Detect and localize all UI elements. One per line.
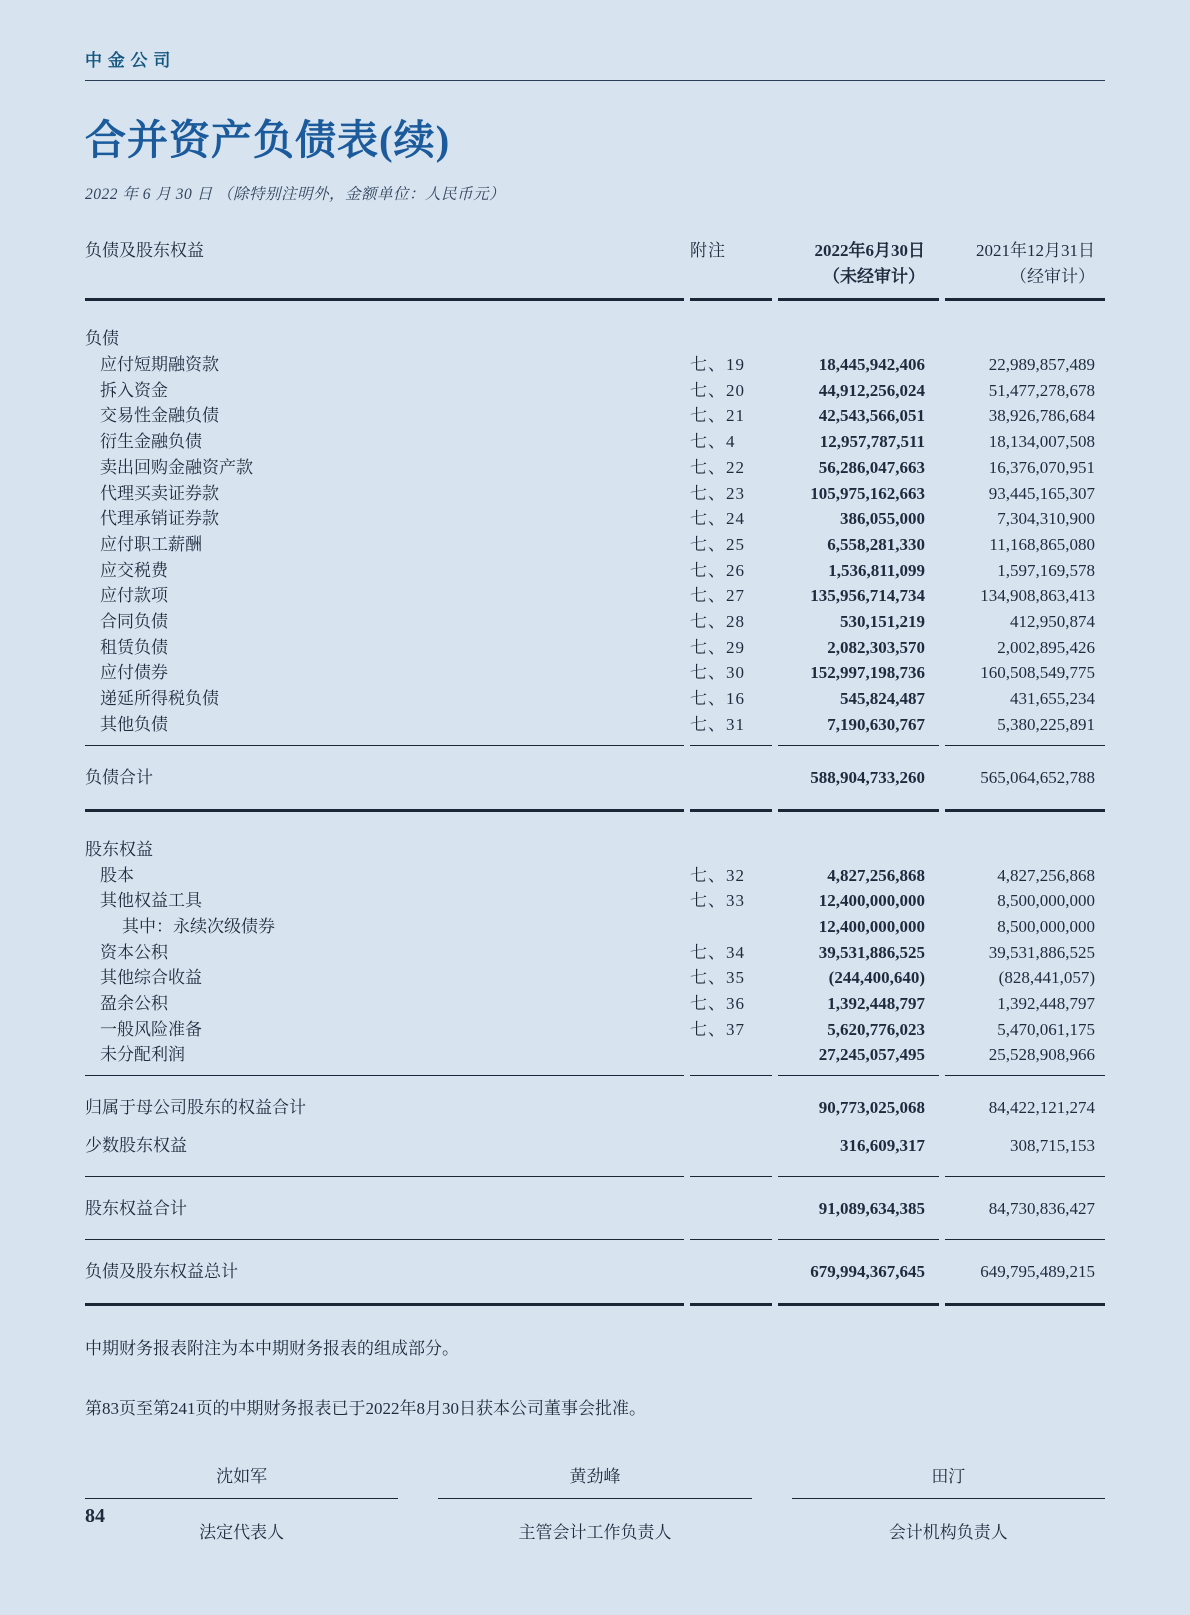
table-row — [85, 686, 1105, 712]
col-header-2021-audit-status: （经审计） — [1010, 267, 1095, 286]
row-value-2021: 308,715,153 — [1010, 1136, 1095, 1156]
rule-segment — [945, 1303, 1105, 1307]
row-value-2022: 530,151,219 — [840, 612, 925, 632]
row-label: 代理承销证券款 — [100, 509, 219, 529]
rule-segment — [85, 1303, 684, 1307]
row-note — [690, 1259, 772, 1285]
row-value-2022: 39,531,886,525 — [818, 942, 925, 962]
row-value-2022: 4,827,256,868 — [827, 865, 925, 885]
row-note: 七、35 — [690, 968, 745, 988]
row-value-2021: 22,989,857,489 — [988, 355, 1095, 374]
row-value-2021: 84,730,836,427 — [988, 1199, 1095, 1219]
row-label: 盈余公积 — [100, 994, 168, 1014]
rule-segment — [778, 1176, 939, 1178]
row-note: 七、27 — [690, 586, 745, 606]
table-rule — [85, 1075, 1105, 1077]
table-row — [85, 1042, 1105, 1068]
table-row — [85, 914, 1105, 940]
row-label: 少数股东权益 — [85, 1136, 187, 1156]
table-row — [85, 378, 1105, 404]
row-label: 股本 — [100, 865, 134, 885]
rule-segment — [690, 809, 772, 813]
rule-segment — [690, 1239, 772, 1241]
total-row — [85, 1241, 1105, 1295]
table-rule — [85, 1303, 1105, 1307]
rule-segment — [778, 745, 939, 747]
row-note: 七、16 — [690, 689, 745, 709]
rule-segment — [690, 1075, 772, 1077]
col-header-2022 — [778, 238, 939, 290]
row-value-2021: 39,531,886,525 — [988, 942, 1095, 962]
col-header-2021-date: 2021年12月31日 — [976, 241, 1095, 260]
table-row — [85, 532, 1105, 558]
row-label: 其中：永续次级债券 — [122, 916, 275, 936]
table-row — [85, 403, 1105, 429]
row-label: 股东权益合计 — [85, 1199, 187, 1219]
signature-line — [792, 1498, 1105, 1499]
row-value-2021: 93,445,165,307 — [988, 483, 1095, 503]
total-row — [85, 1178, 1105, 1232]
row-note: 七、22 — [690, 457, 745, 477]
row-value-2022: 91,089,634,385 — [818, 1199, 925, 1219]
table-row — [85, 455, 1105, 481]
balance-sheet-table — [85, 238, 1105, 1307]
rule-segment — [690, 1176, 772, 1178]
row-value-2022: 679,994,367,645 — [810, 1262, 925, 1282]
page-number: 84 — [85, 1505, 105, 1527]
row-value-2022: 1,536,811,099 — [828, 560, 925, 580]
signature-section — [85, 1465, 1105, 1545]
signature-legal-representative — [85, 1465, 398, 1545]
col-header-2022-date: 2022年6月30日 — [814, 241, 925, 260]
row-note — [690, 1095, 772, 1121]
row-note: 七、32 — [690, 865, 745, 885]
row-label: 负债合计 — [85, 767, 153, 787]
row-value-2021: 38,926,786,684 — [988, 406, 1095, 426]
row-value-2021: 565,064,652,788 — [980, 767, 1095, 787]
table-row — [85, 965, 1105, 991]
row-label: 卖出回购金融资产款 — [100, 457, 253, 477]
row-value-2022: 1,392,448,797 — [827, 994, 925, 1014]
table-row — [85, 558, 1105, 584]
row-label: 资本公积 — [100, 942, 168, 962]
row-value-2021 — [945, 326, 1105, 352]
row-note: 七、29 — [690, 637, 745, 657]
row-label: 合同负债 — [100, 612, 168, 632]
row-note — [690, 914, 772, 940]
row-value-2022: 27,245,057,495 — [818, 1045, 925, 1065]
row-value-2021: 649,795,489,215 — [980, 1262, 1095, 1282]
row-note: 七、37 — [690, 1019, 745, 1039]
rule-segment — [945, 1176, 1105, 1178]
row-value-2022: 6,558,281,330 — [827, 534, 925, 554]
row-label: 拆入资金 — [100, 380, 168, 400]
row-value-2022: 12,400,000,000 — [818, 891, 925, 911]
col-header-liabilities-equity: 负债及股东权益 — [85, 241, 204, 260]
row-label: 股东权益 — [85, 839, 153, 859]
row-note — [690, 326, 772, 352]
signer-role: 法定代表人 — [199, 1523, 285, 1543]
row-note: 七、25 — [690, 534, 745, 554]
table-row — [85, 863, 1105, 889]
rule-segment — [85, 298, 684, 302]
row-note — [690, 765, 772, 791]
row-value-2022: 545,824,487 — [840, 689, 925, 709]
signature-line — [85, 1498, 398, 1499]
row-value-2021: 412,950,874 — [1010, 612, 1095, 632]
row-note: 七、34 — [690, 942, 745, 962]
total-row — [85, 1077, 1105, 1131]
table-row — [85, 660, 1105, 686]
total-row — [85, 747, 1105, 801]
signer-role: 会计机构负责人 — [888, 1523, 1008, 1543]
row-value-2021: 134,908,863,413 — [980, 586, 1095, 606]
row-value-2021: 7,304,310,900 — [997, 509, 1095, 529]
rule-segment — [690, 745, 772, 747]
rule-segment — [945, 298, 1105, 302]
row-note — [690, 837, 772, 863]
table-row — [85, 888, 1105, 914]
row-label: 应付债券 — [100, 663, 168, 683]
row-label: 一般风险准备 — [100, 1019, 202, 1039]
table-row — [85, 429, 1105, 455]
row-label: 交易性金融负债 — [100, 406, 219, 426]
row-value-2022: 588,904,733,260 — [810, 767, 925, 787]
row-value-2022: 18,445,942,406 — [818, 355, 925, 374]
rule-segment — [778, 1303, 939, 1307]
total-row — [85, 1131, 1105, 1169]
table-body — [85, 326, 1105, 1307]
row-value-2022 — [778, 326, 939, 352]
rule-segment — [85, 809, 684, 813]
row-value-2022: 90,773,025,068 — [818, 1098, 925, 1118]
row-label: 租赁负债 — [100, 637, 168, 657]
row-value-2022: 105,975,162,663 — [810, 483, 925, 503]
report-date-line: 2022 年 6 月 30 日 （除特别注明外，金额单位：人民币元） — [85, 186, 506, 203]
row-value-2021: 1,392,448,797 — [997, 994, 1095, 1014]
rule-segment — [690, 1303, 772, 1307]
row-label: 其他负债 — [100, 714, 168, 734]
row-label: 应交税费 — [100, 560, 168, 580]
section-row — [85, 837, 1105, 863]
row-note: 七、4 — [690, 432, 736, 452]
row-value-2021: 5,380,225,891 — [997, 714, 1095, 734]
row-value-2022: 7,190,630,767 — [827, 714, 925, 734]
row-value-2021: 2,002,895,426 — [997, 637, 1095, 657]
row-value-2021: 4,827,256,868 — [997, 865, 1095, 885]
signature-line — [438, 1498, 751, 1499]
row-value-2022: 386,055,000 — [840, 509, 925, 529]
rule-segment — [778, 298, 939, 302]
rule-segment — [85, 745, 684, 747]
rule-segment — [945, 745, 1105, 747]
row-value-2021: (828,441,057) — [998, 968, 1095, 988]
col-header-note: 附注 — [690, 241, 726, 260]
row-value-2022: 12,957,787,511 — [819, 432, 925, 452]
row-value-2021: 8,500,000,000 — [997, 891, 1095, 911]
row-value-2022: (244,400,640) — [828, 968, 925, 988]
row-value-2022: 152,997,198,736 — [810, 663, 925, 683]
row-value-2021: 431,655,234 — [1010, 689, 1095, 709]
row-note: 七、28 — [690, 612, 745, 632]
row-note: 七、23 — [690, 483, 745, 503]
section-row — [85, 326, 1105, 352]
row-value-2021: 51,477,278,678 — [988, 380, 1095, 400]
table-row — [85, 635, 1105, 661]
row-value-2021: 16,376,070,951 — [988, 457, 1095, 477]
rule-segment — [945, 1239, 1105, 1241]
table-rule — [85, 1239, 1105, 1241]
table-row — [85, 352, 1105, 378]
note-basis: 中期财务报表附注为本中期财务报表的组成部分。 — [85, 1339, 459, 1359]
row-note: 七、19 — [690, 355, 745, 374]
row-note — [690, 1042, 772, 1068]
signer-name: 黄劲峰 — [569, 1467, 621, 1487]
rule-segment — [85, 1176, 684, 1178]
table-rule — [85, 745, 1105, 747]
row-label: 应付短期融资款 — [100, 355, 219, 374]
rule-segment — [778, 1239, 939, 1241]
row-value-2022: 316,609,317 — [840, 1136, 925, 1156]
rule-segment — [945, 809, 1105, 813]
row-label: 归属于母公司股东的权益合计 — [85, 1098, 306, 1118]
row-value-2021: 8,500,000,000 — [997, 916, 1095, 936]
rule-segment — [945, 1075, 1105, 1077]
row-value-2021: 25,528,908,966 — [988, 1045, 1095, 1065]
row-note: 七、20 — [690, 380, 745, 400]
row-note: 七、36 — [690, 994, 745, 1014]
row-value-2022: 5,620,776,023 — [827, 1019, 925, 1039]
table-row — [85, 940, 1105, 966]
table-row — [85, 991, 1105, 1017]
row-label: 负债及股东权益总计 — [85, 1262, 238, 1282]
row-label: 负债 — [85, 329, 119, 348]
row-value-2022: 2,082,303,570 — [827, 637, 925, 657]
table-row — [85, 583, 1105, 609]
row-value-2022 — [778, 837, 939, 863]
table-row — [85, 712, 1105, 738]
row-note: 七、30 — [690, 663, 745, 683]
signer-name: 沈如军 — [216, 1467, 268, 1487]
row-note: 七、31 — [690, 714, 745, 734]
row-value-2021: 11,168,865,080 — [989, 534, 1095, 554]
signer-role: 主管会计工作负责人 — [518, 1523, 672, 1543]
rule-segment — [85, 1239, 684, 1241]
row-note — [690, 1133, 772, 1159]
row-note: 七、26 — [690, 560, 745, 580]
row-value-2021: 18,134,007,508 — [988, 432, 1095, 452]
row-label: 其他综合收益 — [100, 968, 202, 988]
page-title: 合并资产负债表(续) — [85, 117, 451, 163]
row-label: 递延所得税负债 — [100, 689, 219, 709]
row-value-2021: 84,422,121,274 — [988, 1098, 1095, 1118]
rule-segment — [778, 1075, 939, 1077]
row-value-2021: 160,508,549,775 — [980, 663, 1095, 683]
row-note: 七、21 — [690, 406, 745, 426]
signature-accounting-head — [792, 1465, 1105, 1545]
row-label: 未分配利润 — [100, 1045, 185, 1065]
row-value-2022: 135,956,714,734 — [810, 586, 925, 606]
row-value-2022: 56,286,047,663 — [818, 457, 925, 477]
col-header-2022-audit-status: （未经审计） — [823, 267, 925, 286]
row-note: 七、33 — [690, 891, 745, 911]
table-row — [85, 1017, 1105, 1043]
table-rule — [85, 809, 1105, 813]
row-label: 衍生金融负债 — [100, 432, 202, 452]
table-row — [85, 481, 1105, 507]
row-label: 应付职工薪酬 — [100, 534, 202, 554]
row-label: 应付款项 — [100, 586, 168, 606]
rule-segment — [778, 809, 939, 813]
row-note: 七、24 — [690, 509, 745, 529]
table-header-rule — [85, 298, 1105, 302]
note-approval: 第83页至第241页的中期财务报表已于2022年8月30日获本公司董事会批准。 — [85, 1399, 646, 1419]
table-row — [85, 506, 1105, 532]
table-header-row — [85, 238, 1105, 290]
header-divider — [85, 80, 1105, 81]
row-note — [690, 1196, 772, 1222]
table-row — [85, 609, 1105, 635]
table-rule — [85, 1176, 1105, 1178]
row-value-2022: 42,543,566,051 — [818, 406, 925, 426]
row-value-2021 — [945, 837, 1105, 863]
row-value-2021: 5,470,061,175 — [997, 1019, 1095, 1039]
rule-segment — [85, 1075, 684, 1077]
signature-chief-accountant — [438, 1465, 751, 1545]
row-value-2022: 12,400,000,000 — [818, 916, 925, 936]
row-label: 代理买卖证券款 — [100, 483, 219, 503]
rule-segment — [690, 298, 772, 302]
row-value-2022: 44,912,256,024 — [818, 380, 925, 400]
signer-name: 田汀 — [931, 1467, 966, 1487]
row-value-2021: 1,597,169,578 — [997, 560, 1095, 580]
col-header-2021 — [945, 238, 1105, 290]
row-label: 其他权益工具 — [100, 891, 202, 911]
company-name: 中金公司 — [85, 51, 177, 70]
